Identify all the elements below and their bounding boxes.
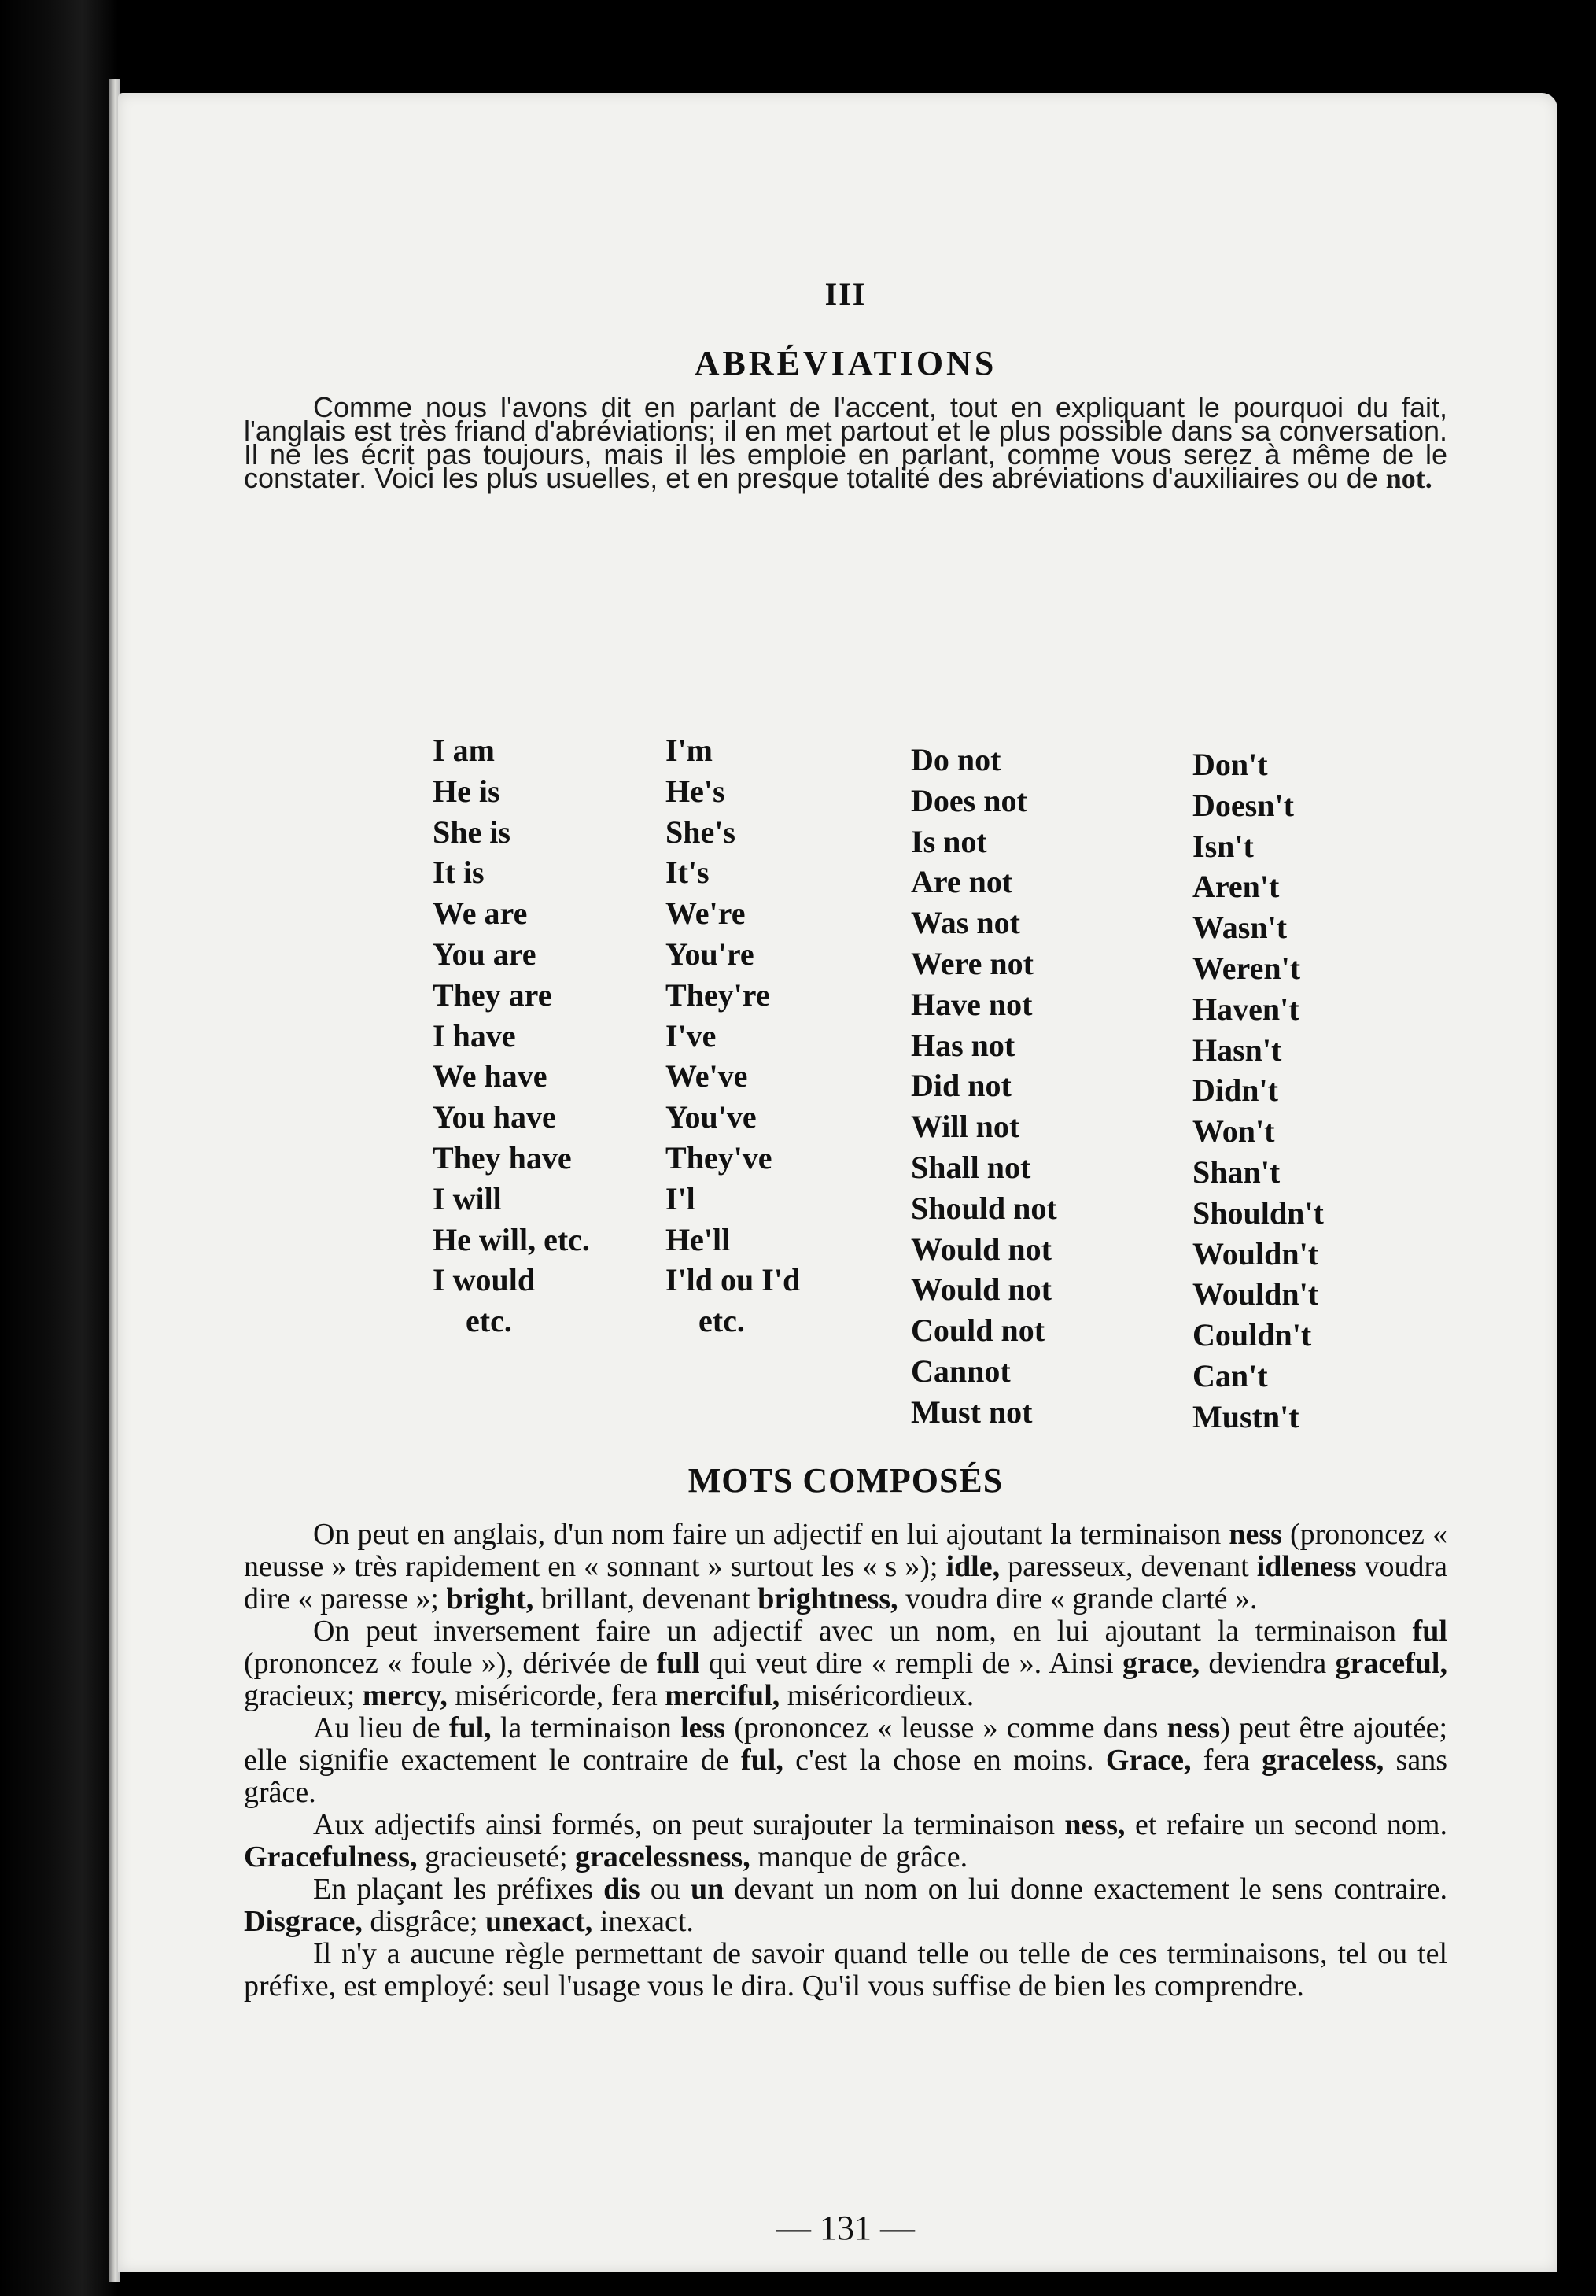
- table-cell: Hasn't: [1192, 1032, 1282, 1068]
- paragraph: [244, 1615, 1447, 1712]
- text-run: sans grâce.: [244, 1744, 1447, 1809]
- table-cell: Aren't: [1192, 869, 1280, 905]
- table-cell: Could not: [911, 1312, 1045, 1349]
- bold-term: idle,: [945, 1550, 1001, 1583]
- bold-term: graceful,: [1335, 1647, 1447, 1680]
- section-heading-compound-words: MOTS COMPOSÉS: [687, 1461, 1004, 1500]
- table-cell: etc.: [698, 1303, 745, 1339]
- table-cell: Was not: [911, 905, 1020, 941]
- bold-term: graceless,: [1262, 1744, 1384, 1777]
- table-cell: Should not: [911, 1190, 1057, 1226]
- table-cell: He's: [665, 773, 725, 809]
- table-cell: Doesn't: [1192, 787, 1294, 823]
- text-run: fera: [1191, 1744, 1262, 1777]
- table-cell: I am: [433, 733, 495, 768]
- bold-term: gracelessness,: [575, 1840, 750, 1873]
- bold-term: bright,: [446, 1582, 534, 1615]
- table-cell: I'm: [665, 733, 713, 768]
- text-run: (prononcez « foule »), dérivée de: [244, 1647, 657, 1680]
- table-cell: Would not: [911, 1272, 1052, 1308]
- bold-term: ful,: [740, 1744, 783, 1777]
- table-cell: Don't: [1192, 747, 1268, 782]
- bold-term: grace,: [1122, 1647, 1200, 1680]
- paragraph: [244, 1519, 1447, 1615]
- text-run: gracieux;: [244, 1679, 363, 1712]
- text-run: devant un nom on lui donne exactement le sens contraire.: [724, 1873, 1447, 1906]
- text-run: la terminaison: [491, 1711, 681, 1744]
- table-cell: We've: [665, 1058, 748, 1094]
- paragraph: Il n'y a aucune règle permettant de savoir quand telle ou telle de ces terminaisons, tel ou tel préfixe, est employé: seul l'usage vous le dira. Qu'il vous suffise de bien les comprendre.: [244, 1937, 1447, 2003]
- intro-text: Comme nous l'avons dit en parlant de l'accent, tout en expliquant le pourquoi du fait, l'anglais est très friand d'abréviations; il en met partout et le plus possible dans sa conversation. Il ne les écrit pas toujours, mais il les emploie en parlant, comme vous serez à même de le constater. Voici les plus usuelles, et en presque totalité des abréviations d'auxiliaires ou de: [244, 391, 1447, 494]
- table-cell: She's: [665, 814, 735, 850]
- text-run: manque de grâce.: [750, 1840, 968, 1873]
- table-cell: You've: [665, 1099, 757, 1135]
- table-cell: I would: [433, 1262, 536, 1298]
- bold-term: idleness: [1256, 1550, 1357, 1583]
- column-full-forms: [433, 730, 590, 1342]
- text-run: On peut inversement faire un adjectif avec un nom, en lui ajoutant la terminaison: [313, 1615, 1413, 1648]
- bold-term: Disgrace,: [244, 1905, 363, 1938]
- table-cell: She is: [433, 814, 510, 850]
- table-cell: I'ld ou I'd: [665, 1262, 801, 1298]
- table-cell: They've: [665, 1139, 772, 1176]
- text-run: qui veut dire « rempli de ». Ainsi: [699, 1647, 1123, 1680]
- text-run: voudra dire « paresse »;: [244, 1550, 1447, 1615]
- column-short-forms: [665, 730, 800, 1342]
- text-run: (prononcez « leusse » comme dans: [725, 1711, 1167, 1744]
- bold-term: unexact,: [485, 1905, 593, 1938]
- paragraph: [244, 1873, 1447, 1938]
- table-cell: Would not: [911, 1231, 1052, 1267]
- table-cell: Did not: [911, 1068, 1012, 1104]
- table-cell: Does not: [911, 782, 1027, 818]
- table-cell: They have: [433, 1139, 572, 1176]
- bold-term: dis: [603, 1873, 640, 1906]
- bold-term: ful,: [448, 1711, 492, 1744]
- table-cell: Are not: [911, 864, 1013, 900]
- bold-term: un: [690, 1873, 724, 1906]
- table-cell: Weren't: [1192, 950, 1301, 986]
- table-cell: Mustn't: [1192, 1398, 1299, 1434]
- table-cell: Were not: [911, 945, 1034, 981]
- table-cell: Haven't: [1192, 991, 1299, 1027]
- text-run: disgrâce;: [362, 1905, 486, 1938]
- page-number: — 131 —: [776, 2209, 915, 2247]
- table-cell: They are: [433, 976, 552, 1013]
- table-cell: Isn't: [1192, 828, 1254, 864]
- table-cell: He will, etc.: [433, 1221, 590, 1257]
- table-cell: It's: [665, 855, 710, 891]
- table-cell: Wouldn't: [1192, 1235, 1319, 1272]
- text-run: En plaçant les préfixes: [313, 1873, 604, 1906]
- chapter-number: III: [824, 276, 867, 312]
- table-cell: You have: [433, 1099, 556, 1135]
- table-cell: Shouldn't: [1192, 1194, 1324, 1231]
- table-cell: We are: [433, 895, 528, 932]
- abbreviation-table: [244, 730, 1447, 1438]
- bold-term: ful: [1412, 1615, 1447, 1648]
- table-cell: You're: [665, 936, 754, 972]
- table-cell: I'l: [665, 1180, 695, 1216]
- table-cell: I have: [433, 1017, 516, 1054]
- table-cell: He is: [433, 773, 500, 809]
- book-page: [118, 93, 1557, 2272]
- table-cell: They're: [665, 976, 770, 1013]
- compound-words-text: [244, 1519, 1447, 2003]
- text-run: On peut en anglais, d'un nom faire un adjectif en lui ajoutant la terminaison: [313, 1518, 1229, 1551]
- table-cell: Do not: [911, 742, 1001, 777]
- text-run: ) peut être ajoutée; elle signifie exactement le contraire de: [244, 1711, 1447, 1777]
- text-run: gracieuseté;: [417, 1840, 576, 1873]
- table-cell: It is: [433, 855, 485, 891]
- table-cell: I will: [433, 1180, 502, 1216]
- text-run: brillant, devenant: [533, 1582, 758, 1615]
- bold-term: ness: [1167, 1711, 1221, 1744]
- table-cell: Shall not: [911, 1149, 1031, 1185]
- text-run: et refaire un second nom.: [1125, 1808, 1447, 1841]
- column-negative-short-forms: [1192, 744, 1324, 1438]
- text-run: c'est la chose en moins.: [783, 1744, 1106, 1777]
- table-cell: Couldn't: [1192, 1317, 1312, 1353]
- bold-term: ness: [1229, 1518, 1282, 1551]
- table-cell: Can't: [1192, 1357, 1268, 1393]
- table-cell: Has not: [911, 1027, 1015, 1063]
- text-run: Au lieu de: [313, 1711, 449, 1744]
- text-run: miséricorde, fera: [447, 1679, 665, 1712]
- bold-term: merciful,: [665, 1679, 780, 1712]
- bold-term: ness,: [1064, 1808, 1126, 1841]
- column-negative-full-forms: [911, 740, 1057, 1433]
- table-cell: I've: [665, 1017, 717, 1054]
- table-cell: Will not: [911, 1109, 1020, 1145]
- table-cell: Wasn't: [1192, 910, 1288, 946]
- paragraph: [244, 1712, 1447, 1809]
- bold-term: full: [656, 1647, 700, 1680]
- table-cell: We have: [433, 1058, 547, 1094]
- table-cell: Shan't: [1192, 1154, 1281, 1190]
- bold-term: less: [680, 1711, 726, 1744]
- paragraph: [244, 1809, 1447, 1873]
- intro-paragraph: [244, 391, 1447, 494]
- text-run: inexact.: [592, 1905, 694, 1938]
- table-cell: You are: [433, 936, 536, 972]
- table-cell: Must not: [911, 1393, 1033, 1430]
- book-binding: [0, 0, 118, 2296]
- text-run: voudra dire « grande clarté ».: [898, 1582, 1258, 1615]
- table-cell: etc.: [466, 1303, 512, 1339]
- table-cell: Won't: [1192, 1113, 1275, 1150]
- text-run: Aux adjectifs ainsi formés, on peut surajouter la terminaison: [313, 1808, 1065, 1841]
- bold-term: mercy,: [362, 1679, 448, 1712]
- intro-bold-not: not.: [1385, 463, 1432, 494]
- bold-term: Gracefulness,: [244, 1840, 418, 1873]
- text-run: (prononcez « neusse » très rapidement en « sonnant » surtout les « s »);: [244, 1518, 1447, 1583]
- text-run: miséricordieux.: [780, 1679, 975, 1712]
- table-cell: We're: [665, 895, 746, 932]
- table-cell: He'll: [665, 1221, 731, 1257]
- table-cell: Wouldn't: [1192, 1276, 1319, 1312]
- bold-term: brightness,: [757, 1582, 898, 1615]
- table-cell: Cannot: [911, 1353, 1011, 1389]
- table-cell: Have not: [911, 986, 1033, 1022]
- section-heading-abbreviations: ABRÉVIATIONS: [694, 344, 997, 382]
- bold-term: Grace,: [1105, 1744, 1192, 1777]
- table-cell: Is not: [911, 823, 987, 859]
- table-cell: Didn't: [1192, 1072, 1278, 1109]
- text-run: ou: [640, 1873, 691, 1906]
- text-run: deviendra: [1200, 1647, 1336, 1680]
- text-run: paresseux, devenant: [1000, 1550, 1257, 1583]
